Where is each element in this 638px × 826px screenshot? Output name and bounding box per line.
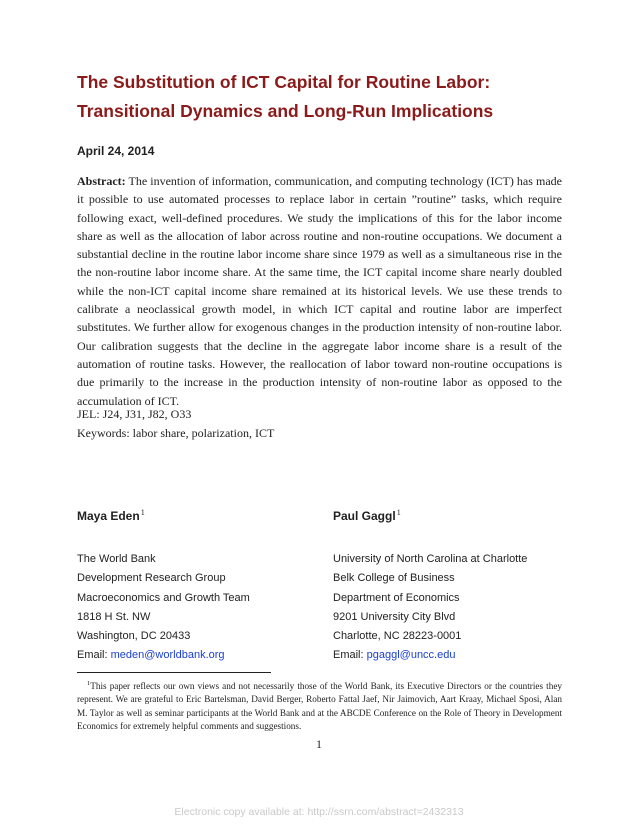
paper-title: [77, 68, 577, 126]
title-line-1: The Substitution of ICT Capital for Routine Labor:: [77, 72, 491, 92]
page-number: 1: [316, 737, 322, 751]
abstract-text: The invention of information, communication, and computing technology (ICT) has made it possible to use automated processes to replace labor in certain ”routine” tasks, which require following exact, well-defined procedures. We study the implications of this for the labor income share as well as the allocation of labor across routine and non-routine occupations. We document a substantial decline in the routine labor income share since 1979 as well as a simultaneous rise in the the non-routine labor income share. At the same time, the ICT capital income share nearly doubled while the non-ICT capital income share remained at its historical levels. We use these trends to calibrate a neoclassical growth model, in which ICT capital and routine labor are imperfect substitutes. We further allow for exogenous changes in the production intensity of non-routine labor. Our calibration suggests that the decline in the aggregate labor income share is a result of the automation of routine tasks. However, the reallocation of labor toward non-routine occupations is due primarily to the increase in the production intensity of non-routine labor as opposed to the accumulation of ICT.: [77, 174, 562, 408]
footnote-mark: 1: [87, 680, 91, 687]
author-name: Maya Eden: [77, 509, 140, 523]
paper-date: April 24, 2014: [77, 144, 155, 158]
address-line: 1818 H St. NW: [77, 610, 151, 623]
keywords: Keywords: labor share, polarization, ICT: [77, 425, 275, 440]
email-label: Email:: [333, 649, 364, 662]
affiliation-line: Department of Economics: [333, 591, 460, 604]
footnote: [77, 677, 562, 734]
affiliation-line: University of North Carolina at Charlotte: [333, 553, 528, 565]
jel-codes: JEL: J24, J31, J82, O33: [77, 407, 192, 421]
email-link[interactable]: pgaggl@uncc.edu: [366, 649, 456, 662]
affiliation-line: Development Research Group: [77, 572, 226, 585]
affiliation-line: Macroeconomics and Growth Team: [77, 591, 250, 604]
abstract-label: Abstract:: [77, 174, 126, 188]
email-link[interactable]: meden@worldbank.org: [110, 649, 225, 662]
address-line: 9201 University City Blvd: [333, 610, 456, 623]
address-line: Charlotte, NC 28223-0001: [333, 630, 462, 643]
address-line: Washington, DC 20433: [77, 630, 191, 643]
author-footnote-mark: 1: [140, 508, 145, 517]
author-block-gaggl: [333, 508, 527, 666]
email-label: Email:: [77, 649, 108, 662]
jel-keywords: [77, 405, 274, 442]
footnote-divider: [77, 672, 271, 673]
footnote-text: This paper reflects our own views and not necessarily those of the World Bank, its Executive Directors or the countries they represent. We are grateful to Eric Bartelsman, David Berger, Roberto Fattal Jaef, Nir Jaimovich, Aart Kraay, Michael Sposi, Alan M. Taylor as well as seminar participants at the World Bank and at the ABCDE Conference on the Role of Theory in Development Economics for extremely helpful comments and suggestions.: [77, 681, 562, 732]
title-line-2: Transitional Dynamics and Long-Run Implications: [77, 101, 494, 121]
author-block-eden: [77, 508, 250, 666]
abstract: [77, 172, 562, 410]
ssrn-watermark: Electronic copy available at: http://ssrn.com/abstract=2432313: [174, 806, 464, 818]
affiliation-line: The World Bank: [77, 553, 156, 565]
affiliation-line: Belk College of Business: [333, 572, 455, 585]
author-name: Paul Gaggl: [333, 509, 396, 523]
author-footnote-mark: 1: [396, 508, 401, 517]
